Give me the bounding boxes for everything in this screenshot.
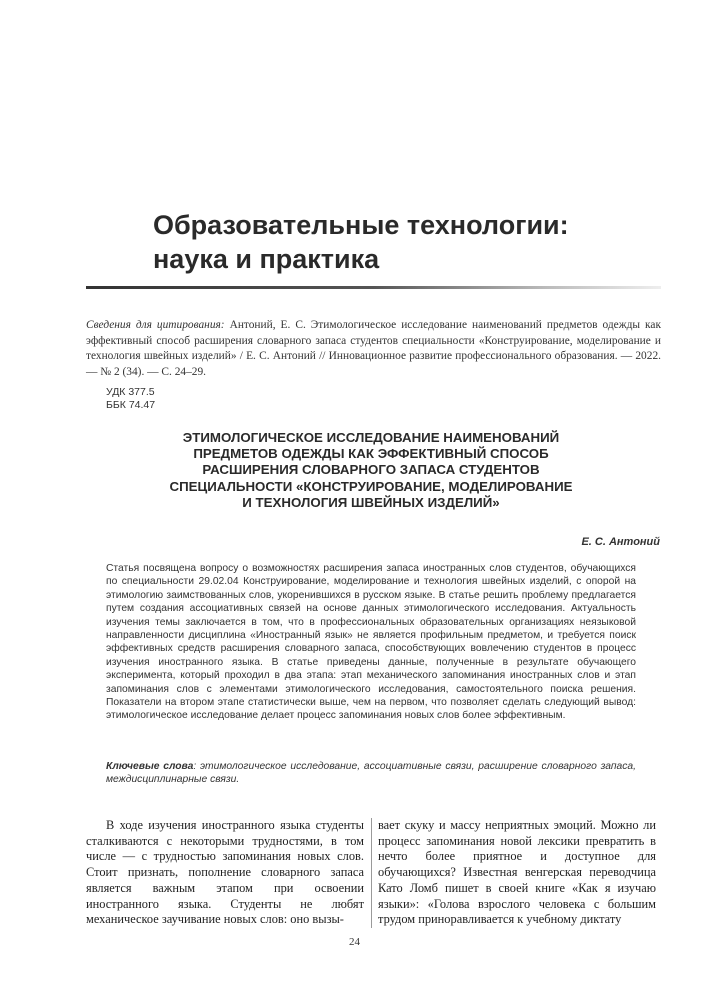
- article-title-line: И ТЕХНОЛОГИЯ ШВЕЙНЫХ ИЗДЕЛИЙ»: [242, 494, 500, 510]
- article-title-line: СПЕЦИАЛЬНОСТИ «КОНСТРУИРОВАНИЕ, МОДЕЛИРОВАНИЕ: [169, 478, 573, 494]
- abstract: Статья посвящена вопросу о возможностях расширения запаса иностранных слов студентов, обучающихся по специальности 29.02.04 Конструирование, моделирование и технология швейных изделий, с опорой на этимологию заимствованных слов, укоренившихся в русском языке. В статье решить проблему предлагается путем создания ассоциативных связей на основе данных этимологического исследования. Актуальность изучения темы заключается в том, что в профессиональных образовательных организациях неязыковой направленности дисциплина «Иностранный язык» не является профильным предметом, и требуется поиск эффективных средств расширения словарного запаса, способствующих вовлечению студентов в процесс изучения иностранного языка. В статье приведены данные, полученные в результате обучающего эксперимента, который проходил в два этапа: этап механического запоминания иностранных слов и этап запоминания слов с элементами этимологического исследования, самостоятельного поиска решения. Показатели на втором этапе статистически выше, чем на первом, что позволяет сделать следующий вывод: этимологическое исследование делает процесс запоминания новых слов более эффективным.: [106, 563, 636, 722]
- keywords: [106, 760, 636, 787]
- page-number: 24: [349, 936, 360, 948]
- column-divider: [371, 818, 372, 928]
- journal-title-line1: Образовательные технологии:: [153, 210, 569, 240]
- udk-code: УДК 377.5: [106, 386, 155, 398]
- body-column-left: В ходе изучения иностранного языка студенты сталкиваются с некоторыми трудностями, в том числе — с трудностью запоминания новых слов. Стоит признать, пополнение словарного запаса является важным этапом при освоении иностранного языка. Студенты не любят механическое заучивание новых слов: оно вызы-: [86, 818, 364, 927]
- article-title-line: ЭТИМОЛОГИЧЕСКОЕ ИССЛЕДОВАНИЕ НАИМЕНОВАНИЙ: [182, 430, 560, 445]
- journal-title: [153, 208, 653, 276]
- keywords-label: Ключевые слова: [106, 761, 194, 772]
- citation-block: [86, 318, 661, 380]
- classification-codes: [106, 386, 155, 412]
- keywords-text: : этимологическое исследование, ассоциативные связи, расширение словарного запаса, междисциплинарные связи.: [106, 761, 637, 786]
- body-column-right: вает скуку и массу неприятных эмоций. Можно ли процесс запоминания новой лексики превратить в нечто более приятное и доступное для обучающихся? Известная венгерская переводчица Като Ломб пишет в своей книге «Как я изучаю языки»: «Голова взрослого человека с большим трудом приноравливается к учебному диктату: [378, 818, 656, 927]
- citation-label: Сведения для цитирования:: [86, 319, 225, 331]
- article-title: [106, 430, 636, 511]
- header-divider: [86, 286, 661, 289]
- citation-text: Антоний, Е. С. Этимологическое исследование наименований предметов одежды как эффективный способ расширения словарного запаса студентов специальности «Конструирование, моделирование и технология швейных изделий» / Е. С. Антоний // Инновационное развитие профессионального образования. — 2022. — № 2 (34). — С. 24–29.: [86, 319, 661, 378]
- author-name: Е. С. Антоний: [581, 536, 660, 548]
- article-title-line: РАСШИРЕНИЯ СЛОВАРНОГО ЗАПАСА СТУДЕНТОВ: [202, 462, 540, 478]
- journal-title-line2: наука и практика: [153, 244, 380, 274]
- article-title-line: ПРЕДМЕТОВ ОДЕЖДЫ КАК ЭФФЕКТИВНЫЙ СПОСОБ: [193, 446, 549, 462]
- bbk-code: ББК 74.47: [106, 399, 156, 411]
